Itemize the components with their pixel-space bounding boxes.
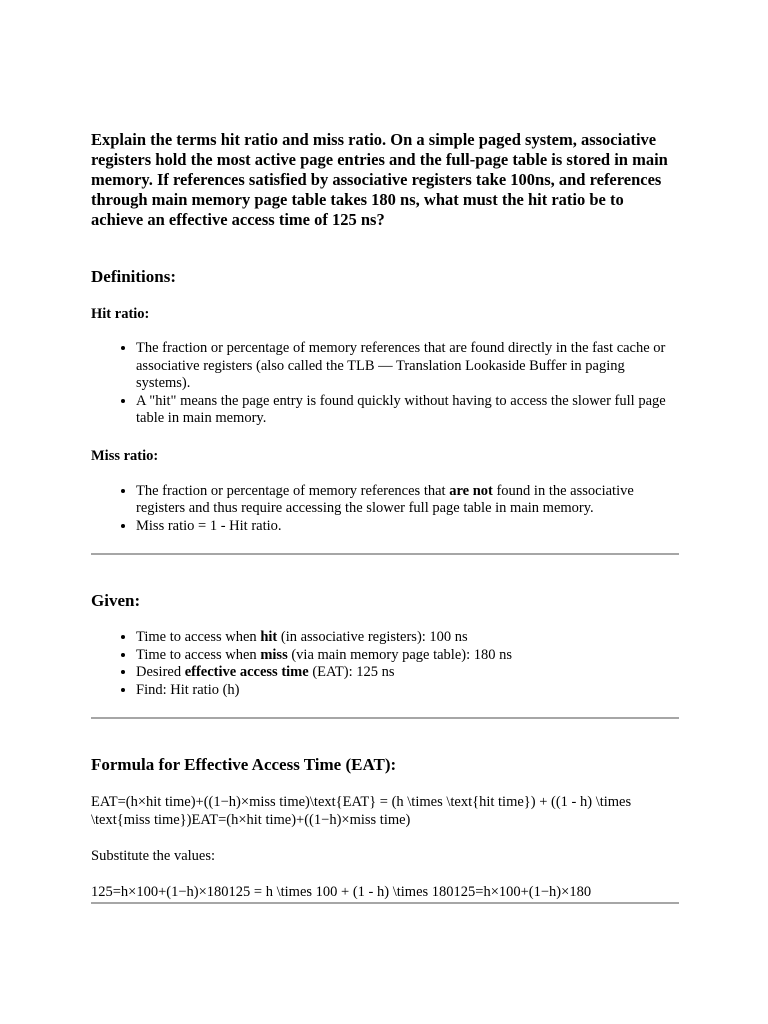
eat-formula: EAT=(h×hit time)+((1−h)×miss time)\text{EAT} = (h \times \text{hit time}) + ((1 - h) \times \text{miss time})EAT=(h×hit time)+((1−h)×miss time) <box>91 794 632 828</box>
definitions-heading: Definitions: <box>91 267 176 286</box>
substituted-equation: 125=h×100+(1−h)×180125 = h \times 100 + (1 - h) \times 180125=h×100+(1−h)×180 <box>91 884 592 900</box>
list-item-text: found in the associative registers and thus require accessing the slower full page table in main memory. <box>136 482 634 516</box>
hit-ratio-heading: Hit ratio: <box>91 306 150 322</box>
list-item-text: The fraction or percentage of memory references that <box>136 482 450 499</box>
miss-ratio-heading: Miss ratio: <box>91 447 159 464</box>
list-item <box>136 647 679 665</box>
miss-ratio-list <box>91 483 679 536</box>
list-item <box>136 483 679 518</box>
given-list <box>91 629 679 699</box>
list-item-emphasis: effective access time <box>184 664 309 680</box>
list-item <box>136 629 679 647</box>
list-item-text: Find: Hit ratio (h) <box>136 681 240 698</box>
list-item-text: (via main memory page table): 180 ns <box>287 646 513 663</box>
list-item-text: Desired <box>136 664 185 680</box>
section-divider <box>91 717 679 719</box>
list-item-text: (EAT): 125 ns <box>308 664 395 680</box>
list-item <box>136 682 679 700</box>
list-item-emphasis: are not <box>449 482 493 499</box>
document-content <box>91 130 679 904</box>
list-item-text: (in associative registers): 100 ns <box>277 629 468 645</box>
given-heading: Given: <box>91 591 141 610</box>
list-item-text: Time to access when <box>136 646 261 663</box>
section-divider <box>91 553 679 555</box>
list-item-emphasis: hit <box>260 629 278 645</box>
list-item-emphasis: miss <box>260 646 288 663</box>
list-item <box>136 664 679 682</box>
section-divider <box>91 902 679 904</box>
formula-heading: Formula for Effective Access Time (EAT): <box>91 755 397 774</box>
list-item-text: Time to access when <box>136 629 261 645</box>
substitute-text: Substitute the values: <box>91 848 216 864</box>
hit-ratio-list <box>91 340 679 428</box>
list-item: • Miss ratio = 1 - Hit ratio. <box>136 518 679 536</box>
question-text: Explain the terms hit ratio and miss ratio. On a simple paged system, associative registers hold the most active page entries and the full-page table is stored in main memory. If references satisfied by associative registers take 100ns, and references through main memory page table takes 180 ns, what must the hit ratio be to achieve an effective access time of 125 ns? <box>91 130 668 229</box>
list-item: • A "hit" means the page entry is found quickly without having to access the slower full page table in main memory. <box>136 393 679 428</box>
list-item: • The fraction or percentage of memory references that are found directly in the fast cache or associative registers (also called the TLB — Translation Lookaside Buffer in paging systems). <box>136 340 679 393</box>
